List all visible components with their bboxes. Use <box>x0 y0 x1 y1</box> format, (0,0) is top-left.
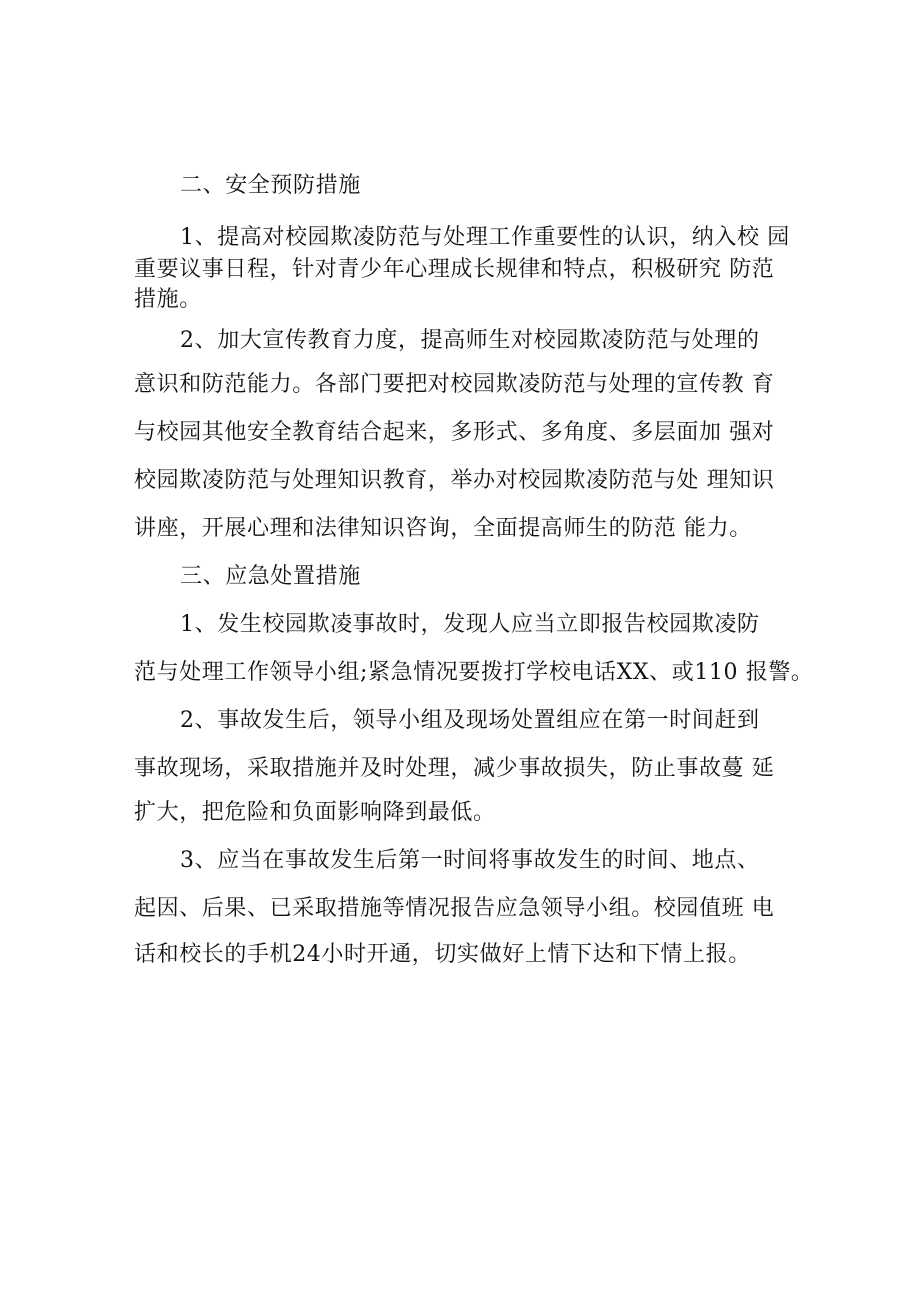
paragraph-line: 3、应当在事故发生后第一时间将事故发生的时间、地点、 <box>180 848 760 873</box>
paragraph-line: 事故现场，采取措施并及时处理，减少事故损失，防止事故蔓 延 <box>134 756 775 781</box>
paragraph-line: 措施。 <box>134 287 202 312</box>
paragraph-line: 话和校长的手机24小时开通，切实做好上情下达和下情上报。 <box>134 942 751 967</box>
paragraph-line: 与校园其他安全教育结合起来，多形式、多角度、多层面加 强对 <box>134 420 775 445</box>
paragraph-line: 2、加大宣传教育力度，提高师生对校园欺凌防范与处理的 <box>180 328 760 353</box>
paragraph-line: 扩大，把危险和负面影响降到最低。 <box>134 800 496 825</box>
paragraph-line: 重要议事日程，针对青少年心理成长规律和特点，积极研究 防范 <box>134 257 775 282</box>
paragraph-line: 校园欺凌防范与处理知识教育，举办对校园欺凌防范与处 理知识 <box>134 468 775 493</box>
section-heading-prevention: 二、安全预防措施 <box>180 173 361 198</box>
paragraph-line: 起因、后果、已采取措施等情况报告应急领导小组。校园值班 电 <box>134 896 775 921</box>
paragraph-line: 意识和防范能力。各部门要把对校园欺凌防范与处理的宣传教 育 <box>134 372 775 397</box>
paragraph-line: 1、提高对校园欺凌防范与处理工作重要性的认识，纳入校 园 <box>180 225 790 250</box>
paragraph-line: 讲座，开展心理和法律知识咨询，全面提高师生的防范 能力。 <box>134 516 752 541</box>
paragraph-line: 范与处理工作领导小组;紧急情况要拨打学校电话XX、或110 报警。 <box>134 660 814 685</box>
paragraph-line: 2、事故发生后，领导小组及现场处置组应在第一时间赶到 <box>180 708 760 733</box>
section-heading-emergency: 三、应急处置措施 <box>180 564 361 589</box>
paragraph-line: 1、发生校园欺凌事故时，发现人应当立即报告校园欺凌防 <box>180 612 760 637</box>
